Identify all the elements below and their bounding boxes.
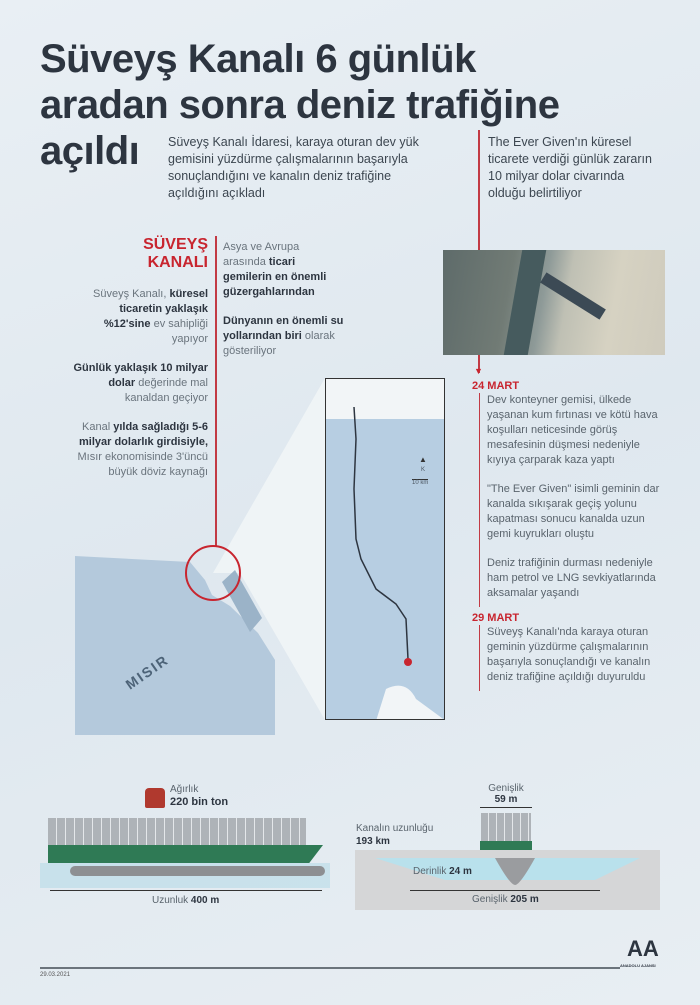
fact: Asya ve Avrupa arasında ticari gemilerin en önemli güzergahlarından <box>223 241 327 298</box>
width-dimension <box>480 807 532 808</box>
hull-underwater <box>70 866 325 876</box>
canal-depth: Derinlik 24 m <box>413 866 472 877</box>
timeline-date: 24 MART <box>472 380 520 392</box>
north-label: K <box>421 467 426 473</box>
weight-icon <box>145 788 165 808</box>
timeline-text <box>479 625 667 691</box>
scale-bar: 10 km <box>412 480 429 486</box>
canal-length: Kanalın uzunluğu 193 km <box>356 823 434 847</box>
heading-line: SÜVEYŞ <box>143 236 208 253</box>
fact: Kanal yılda sağladığı 5-6 milyar dolarlık girdisiyle, Mısır ekonomisinde 3'üncü büyük döviz kaynağı <box>77 421 208 478</box>
paragraph: Süveyş Kanalı'nda karaya oturan geminin yüzdürme çalışmalarının başarıyla sonuçlandığı ve kanalın deniz trafiğine açıldığı duyuruldu <box>487 626 651 683</box>
ship-width: Genişlik 59 m <box>488 783 524 805</box>
satellite-photo <box>443 250 665 355</box>
north-icon: ▲ <box>419 455 427 464</box>
ship-hull <box>48 845 323 863</box>
width-dimension <box>410 890 600 891</box>
aa-logo-icon: AA <box>627 936 659 961</box>
fact-list <box>223 240 345 359</box>
length: Uzunluk 400 m <box>152 895 220 906</box>
paragraph: Dev konteyner gemisi, ülkede yaşanan kum fırtınası ve kötü hava koşulları neticesinde görüş mesafesinin düşmesi nedeniyle kıyıya çarparak kaza yaptı <box>487 394 658 466</box>
ship-icon <box>540 272 606 319</box>
fact: Dünyanın en önemli su yollarından biri olarak gösteriliyor <box>223 315 344 357</box>
ship-location-marker <box>404 658 412 666</box>
heading-line: KANALI <box>147 254 208 271</box>
canal-heading <box>100 236 208 272</box>
footer-line <box>40 967 620 969</box>
subtitle: Süveyş Kanalı İdaresi, karaya oturan dev yük gemisini yüzdürme çalışmalarının başarıyla sonuçlandığını ve kanalın deniz trafiğine açıldığını açıkladı <box>168 135 419 200</box>
fact: Günlük yaklaşık 10 milyar dolar değerinde mal kanaldan geçiyor <box>73 362 208 404</box>
title-line: açıldı <box>40 129 140 173</box>
arrow-down-icon: ▼ <box>474 366 483 376</box>
fact: Süveyş Kanalı, küresel ticaretin yaklaşık %12'sine ev sahipliği yapıyor <box>93 288 208 345</box>
length-dimension <box>50 890 322 891</box>
paragraph: Deniz trafiğinin durması nedeniyle ham petrol ve LNG sevkiyatlarında aksamalar yaşandı <box>487 557 656 599</box>
title-line: Süveyş Kanalı 6 günlük <box>40 37 476 81</box>
country-label: MISIR <box>122 651 172 693</box>
right-intro: The Ever Given'ın küresel ticarete verdiği günlük zararın 10 milyar dolar civarında olduğu belirtiliyor <box>488 135 652 200</box>
canal-inset-map <box>325 378 445 720</box>
timeline-date: 29 MART <box>472 612 520 624</box>
title-line: aradan sonra deniz trafiğine <box>40 83 560 127</box>
canal-width: Genişlik 205 m <box>472 894 539 905</box>
timeline-line <box>478 130 480 250</box>
footer-date: 29.03.2021 <box>40 972 71 978</box>
containers <box>48 818 306 845</box>
timeline <box>472 379 667 691</box>
timeline-text <box>479 393 667 607</box>
containers <box>481 813 531 841</box>
weight: Ağırlık 220 bin ton <box>170 784 229 808</box>
logo-text: ANADOLU AJANSI <box>620 963 656 968</box>
paragraph: "The Ever Given" isimli geminin dar kanalda sıkışarak geçiş yolunu kapatması sonucu kanalda uzun gemi kuyrukları oluştu <box>487 483 660 540</box>
